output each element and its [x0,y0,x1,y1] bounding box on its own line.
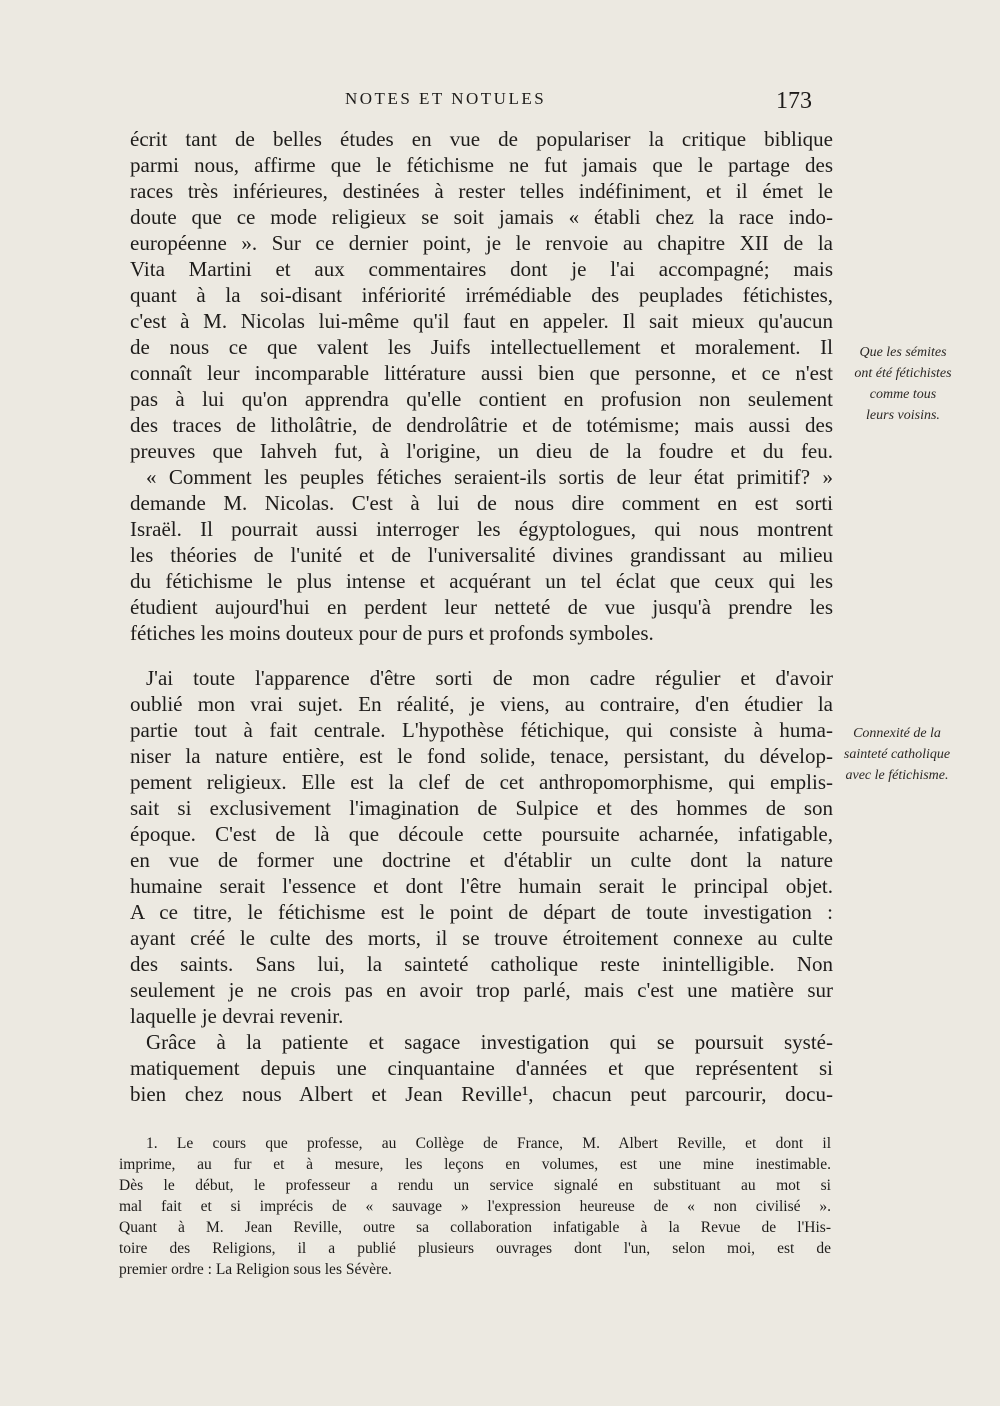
footnote-line: toire des Religions, il a publié plusieurs ouvrages dont l'un, selon moi, est de [119,1240,831,1257]
body-line: du fétichisme le plus intense et acquérant un tel éclat que ceux qui les [130,569,833,593]
body-line: preuves que Iahveh fut, à l'origine, un dieu de la foudre et du feu. [130,439,833,463]
body-line: les théories de l'unité et de l'universalité divines grandissant au milieu [130,543,833,567]
body-line: Grâce à la patiente et sagace investigation qui se poursuit systé- [146,1030,833,1054]
body-line: de nous ce que valent les Juifs intellectuellement et moralement. Il [130,335,833,359]
body-line: en vue de former une doctrine et d'établir un culte dont la nature [130,848,833,872]
margin-note-line: ont été fétichistes [854,366,952,381]
body-line: seulement je ne crois pas en avoir trop parlé, mais c'est une matière sur [130,978,833,1002]
footnote-line: Dès le début, le professeur a rendu un service signalé en substituant au mot si [119,1177,831,1194]
footnote-line: mal fait et si imprécis de « sauvage » l'expression heureuse de « non civilisé ». [119,1198,831,1215]
body-line: matiquement depuis une cinquantaine d'années et que représentent si [130,1056,833,1080]
body-line: des traces de litholâtrie, de dendrolâtrie et de totémisme; mais aussi des [130,413,833,437]
body-line: pas à lui qu'on apprendra qu'elle contient en profusion non seulement [130,387,833,411]
body-line: sait si exclusivement l'imagination de Sulpice et des hommes de son [130,796,833,820]
body-line: pement religieux. Elle est la clef de cet anthropomorphisme, qui emplis- [130,770,833,794]
body-line: Israël. Il pourrait aussi interroger les égyptologues, qui nous montrent [130,517,833,541]
body-line: étudient aujourd'hui en perdent leur netteté de vue jusqu'à prendre les [130,595,833,619]
page-number: 173 [776,88,812,114]
body-line: connaît leur incomparable littérature aussi bien que personne, et ce n'est [130,361,833,385]
body-line: européenne ». Sur ce dernier point, je le renvoie au chapitre XII de la [130,231,833,255]
body-line: partie tout à fait centrale. L'hypothèse fétichique, qui consiste à huma- [130,718,833,742]
margin-note-line: avec le fétichisme. [845,768,949,783]
margin-note-line: comme tous [869,387,937,402]
body-line: époque. C'est de là que découle cette poursuite acharnée, infatigable, [130,822,833,846]
footnote-line: imprime, au fur et à mesure, les leçons en volumes, est une mine inestimable. [119,1156,831,1173]
body-line: oublié mon vrai sujet. En réalité, je viens, au contraire, d'en étudier la [130,692,833,716]
body-line: demande M. Nicolas. C'est à lui de nous dire comment en est sorti [130,491,833,515]
footnote-line: premier ordre : La Religion sous les Sévère. [119,1261,392,1278]
body-line: races très inférieures, destinées à rester telles indéfiniment, et il émet le [130,179,833,203]
body-line: humaine serait l'essence et dont l'être humain serait le principal objet. [130,874,833,898]
footnote-line: 1. Le cours que professe, au Collège de France, M. Albert Reville, et dont il [146,1135,831,1152]
body-line: écrit tant de belles études en vue de populariser la critique biblique [130,127,833,151]
margin-note-line: Connexité de la [853,726,941,741]
margin-note-line: leurs voisins. [866,408,940,423]
body-line: bien chez nous Albert et Jean Reville¹, chacun peut parcourir, docu- [130,1082,833,1106]
body-line: niser la nature entière, est le fond solide, tenace, persistant, du dévelop- [130,744,833,768]
footnote-line: Quant à M. Jean Reville, outre sa collaboration infatigable à la Revue de l'His- [119,1219,831,1236]
running-title: NOTES ET NOTULES [345,89,547,108]
body-line: laquelle je devrai revenir. [130,1004,344,1028]
margin-note-line: sainteté catholique [843,747,951,762]
margin-note-line: Que les sémites [859,345,947,360]
body-line: J'ai toute l'apparence d'être sorti de mon cadre régulier et d'avoir [146,666,833,690]
body-line: ayant créé le culte des morts, il se trouve étroitement connexe au culte [130,926,833,950]
body-line: doute que ce mode religieux se soit jamais « établi chez la race indo- [130,205,833,229]
body-line: parmi nous, affirme que le fétichisme ne fut jamais que le partage des [130,153,833,177]
body-line: Vita Martini et aux commentaires dont je l'ai accompagné; mais [130,257,833,281]
body-line: quant à la soi-disant infériorité irrémédiable des peuplades fétichistes, [130,283,833,307]
body-line: des saints. Sans lui, la sainteté catholique reste inintelligible. Non [130,952,833,976]
body-line: fétiches les moins douteux pour de purs et profonds symboles. [130,621,654,645]
body-line: A ce titre, le fétichisme est le point de départ de toute investigation : [130,900,833,924]
body-line: c'est à M. Nicolas lui-même qu'il faut en appeler. Il sait mieux qu'aucun [130,309,833,333]
body-line: « Comment les peuples fétiches seraient-ils sortis de leur état primitif? » [146,465,833,489]
